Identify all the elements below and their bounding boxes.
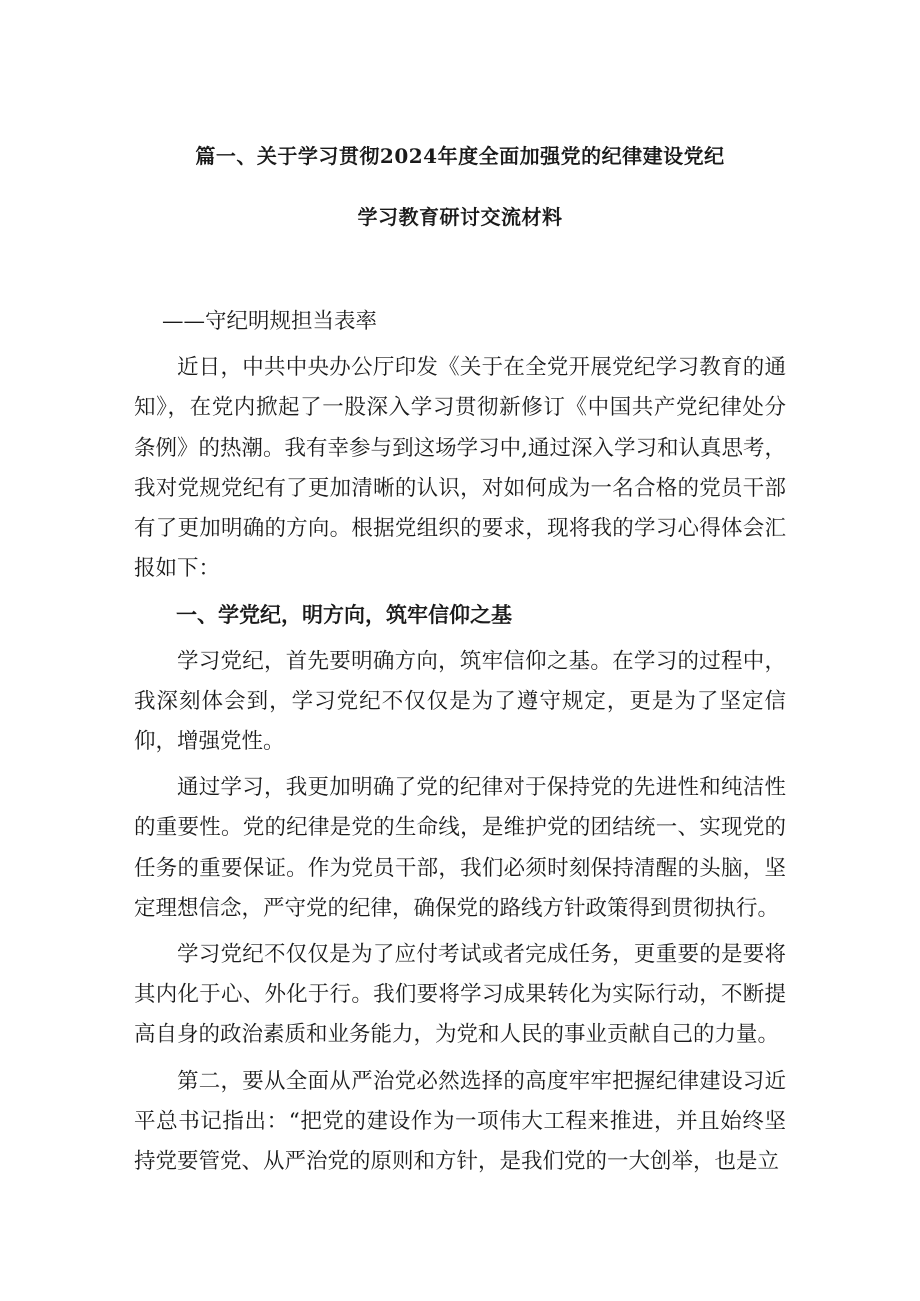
section-heading-1: 一、学党纪，明方向，筑牢信仰之基 (176, 603, 512, 628)
document-body (134, 302, 786, 1188)
document-title-line-1: 篇一、关于学习贯彻2024年度全面加强党的纪律建设党纪 (195, 144, 725, 168)
paragraph-intro: 近日，中共中央办公厅印发《关于在全党开展党纪学习教育的通知》，在党内掀起了一股深入学习贯彻新修订《中国共产党纪律处分条例》的热潮。我有幸参与到这场学习中,通过深入学习和认真思考，我对党规党纪有了更加清晰的认识，对如何成为一名合格的党员干部有了更加明确的方向。根据党组织的要求，现将我的学习心得体会汇报如下： (134, 355, 786, 582)
paragraph-section-1b: 通过学习，我更加明确了党的纪律对于保持党的先进性和纯洁性的重要性。党的纪律是党的生命线，是维护党的团结统一、实现党的任务的重要保证。作为党员干部，我们必须时刻保持清醒的头脑，坚定理想信念，严守党的纪律，确保党的路线方针政策得到贯彻执行。 (134, 775, 786, 921)
paragraph-section-1a: 学习党纪，首先要明确方向，筑牢信仰之基。在学习的过程中，我深刻体会到，学习党纪不仅仅是为了遵守规定，更是为了坚定信仰，增强党性。 (134, 648, 786, 755)
document-title-line-2: 学习教育研讨交流材料 (357, 205, 563, 229)
document-subtitle: ——守纪明规担当表率 (161, 309, 377, 334)
paragraph-section-1c: 学习党纪不仅仅是为了应付考试或者完成任务，更重要的是要将其内化于心、外化于行。我们要将学习成果转化为实际行动，不断提高自身的政治素质和业务能力，为党和人民的事业贡献自己的力量。 (134, 942, 786, 1048)
paragraph-second-point: 第二，要从全面从严治党必然选择的高度牢牢把握纪律建设习近平总书记指出：“把党的建设作为一项伟大工程来推进，并且始终坚持党要管党、从严治党的原则和方针，是我们党的一大创举，也是立 (134, 1068, 786, 1175)
